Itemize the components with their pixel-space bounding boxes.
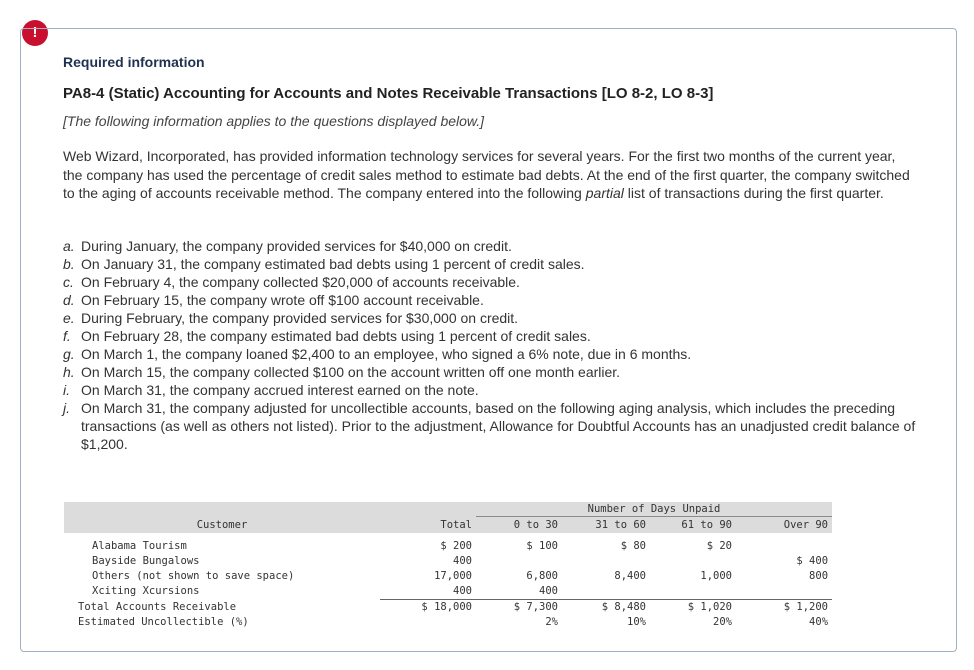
days-unpaid-header: Number of Days Unpaid [476,502,832,517]
intro-paragraph: Web Wizard, Incorporated, has provided information technology services for several years. For the first two months of the current year, the company has used the percentage of credit sales method to estimate bad debts. At the end of the first quarter, the company switched to the aging of accounts receivable method. The company entered into the following partial list of transactions during the first quarter. [63,148,910,201]
transaction-item: g. On March 1, the company loaned $2,400 to an employee, who signed a 6% note, due in 6 months. [63,345,692,362]
table-row: Xciting Xcursions 400 400 [64,584,832,600]
col-header-31-60: 31 to 60 [562,517,650,534]
transaction-list [63,237,923,453]
transaction-item: b. On January 31, the company estimated bad debts using 1 percent of credit sales. [63,255,585,272]
table-row: Bayside Bungalows 400 $ 400 [92,555,829,567]
total-row: Total Accounts Receivable $ 18,000 $ 7,300 $ 8,480 $ 1,020 $ 1,200 [78,600,829,613]
problem-title: PA8-4 (Static) Accounting for Accounts and Notes Receivable Transactions [LO 8-2, LO 8-3] [63,85,714,102]
col-header-total: Total [380,517,476,534]
transaction-item: c. On February 4, the company collected $20,000 of accounts receivable. [63,273,520,290]
col-header-0-30: 0 to 30 [476,517,562,534]
percent-row: Estimated Uncollectible (%) 2% 10% 20% 40% [78,616,829,628]
col-header-over-90: Over 90 [736,517,832,534]
table-row: Others (not shown to save space) 17,000 6,800 8,400 1,000 800 [92,570,829,582]
transaction-item: h. On March 15, the company collected $100 on the account written off one month earlier. [63,363,621,380]
aging-table [64,502,832,630]
transaction-item: d. On February 15, the company wrote off $100 account receivable. [63,291,484,308]
transaction-item: j. On March 31, the company adjusted for uncollectible accounts, based on the following aging analysis, which includes the preceding transactions (as well as others not listed). Prior to the adjustment, Allowance for Doubtful Accounts has an unadjusted credit balance of $1,200. [63,399,916,452]
col-header-customer: Customer [64,517,380,534]
question-content [63,54,923,453]
info-note: [The following information applies to the questions displayed below.] [63,113,485,129]
table-row: Alabama Tourism $ 200 $ 100 $ 80 $ 20 [92,540,732,552]
transaction-item: e. During February, the company provided services for $30,000 on credit. [63,309,519,326]
intro-emphasis: partial [585,185,624,201]
transaction-item: a. During January, the company provided services for $40,000 on credit. [63,237,512,254]
alert-icon: ! [22,20,48,46]
aging-header-row [64,517,832,534]
col-header-61-90: 61 to 90 [650,517,736,534]
aging-group-header-row [64,502,832,517]
transaction-item: f. On February 28, the company estimated bad debts using 1 percent of credit sales. [63,327,591,344]
transaction-item: i. On March 31, the company accrued interest earned on the note. [63,381,479,398]
required-info-heading: Required information [63,54,205,70]
